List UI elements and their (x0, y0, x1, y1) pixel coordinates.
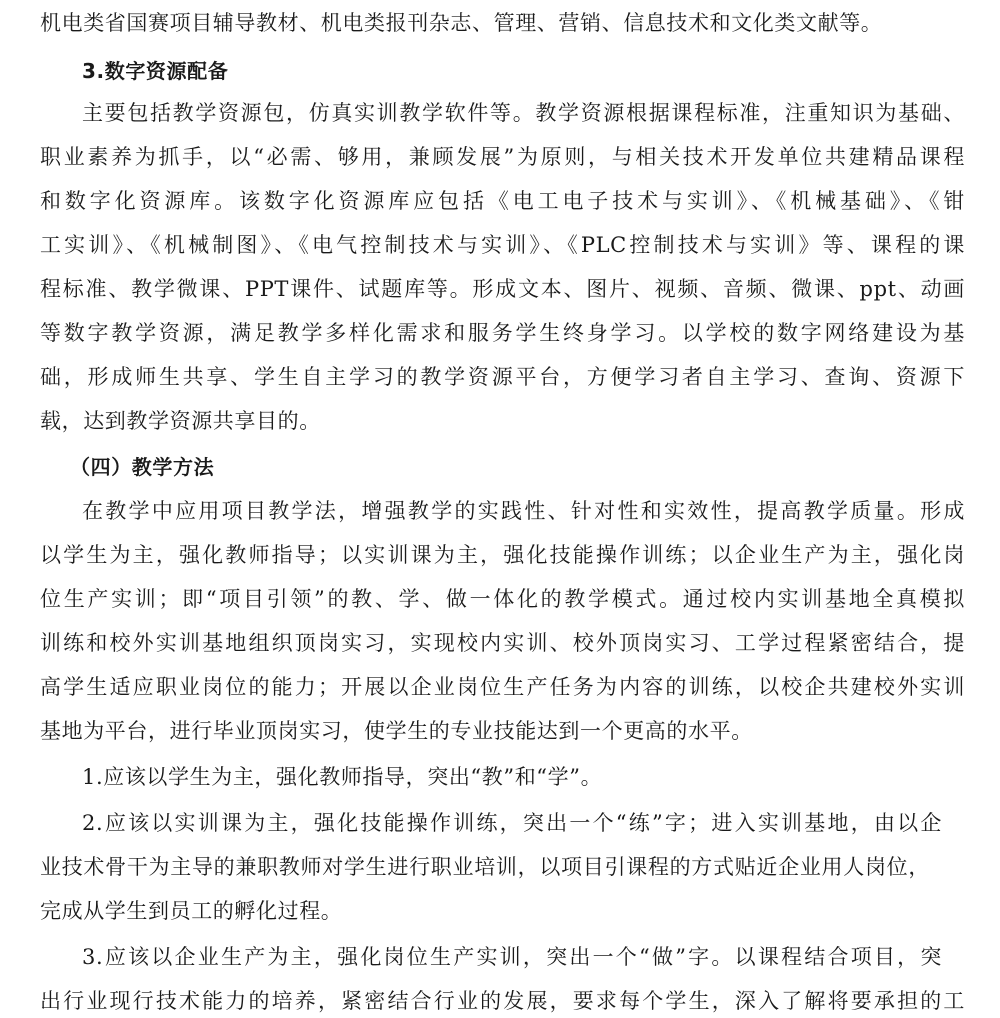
paragraph-line: 基地为平台，进行毕业顶岗实习，使学生的专业技能达到一个更高的水平。 (40, 719, 753, 743)
list-item-3: 3.应该以企业生产为主，强化岗位生产实训，突出一个“做”字。以课程结合项目，突 (82, 945, 942, 969)
paragraph-line: 职业素养为抓手，以“必需、够用，兼顾发展”为原则，与相关技术开发单位共建精品课程 (40, 145, 965, 169)
paragraph-line: 载，达到教学资源共享目的。 (40, 409, 321, 433)
list-item-2: 2.应该以实训课为主，强化技能操作训练，突出一个“练”字；进入实训基地，由以企 (82, 811, 942, 835)
paragraph-line: 和数字化资源库。该数字化资源库应包括《电工电子技术与实训》、《机械基础》、《钳 (40, 189, 965, 213)
paragraph-line: 业技术骨干为主导的兼职教师对学生进行职业培训，以项目引课程的方式贴近企业用人岗位， (40, 855, 930, 879)
paragraph-line: 工实训》、《机械制图》、《电气控制技术与实训》、《PLC控制技术与实训》等、课程的课 (40, 233, 965, 257)
paragraph-line: 训练和校外实训基地组织顶岗实习，实现校内实训、校外顶岗实习、工学过程紧密结合，提 (40, 631, 965, 655)
paragraph-line: 出行业现行技术能力的培养，紧密结合行业的发展，要求每个学生，深入了解将要承担的工 (40, 989, 965, 1013)
list-item-1: 1.应该以学生为主，强化教师指导，突出“教”和“学”。 (82, 765, 603, 789)
paragraph-line: 高学生适应职业岗位的能力；开展以企业岗位生产任务为内容的训练，以校企共建校外实训 (40, 675, 965, 699)
paragraph-line: 位生产实训；即“项目引领”的教、学、做一体化的教学模式。通过校内实训基地全真模拟 (40, 587, 965, 611)
paragraph-line: 程标准、教学微课、PPT课件、试题库等。形成文本、图片、视频、音频、微课、ppt、动画 (40, 277, 965, 301)
section-heading-teaching-methods: （四）教学方法 (70, 455, 215, 479)
paragraph-line: 础，形成师生共享、学生自主学习的教学资源平台，方便学习者自主学习、查询、资源下 (40, 365, 965, 389)
section-heading-digital-resources: 3.数字资源配备 (82, 59, 229, 83)
paragraph-line: 主要包括教学资源包，仿真实训教学软件等。教学资源根据课程标准，注重知识为基础、 (82, 101, 965, 125)
paragraph-line: 机电类省国赛项目辅导教材、机电类报刊杂志、管理、营销、信息技术和文化类文献等。 (40, 11, 883, 35)
paragraph-line: 等数字教学资源，满足教学多样化需求和服务学生终身学习。以学校的数字网络建设为基 (40, 321, 965, 345)
paragraph-line: 以学生为主，强化教师指导；以实训课为主，强化技能操作训练；以企业生产为主，强化岗 (40, 543, 965, 567)
paragraph-line: 在教学中应用项目教学法，增强教学的实践性、针对性和实效性，提高教学质量。形成 (82, 499, 965, 523)
paragraph-line: 完成从学生到员工的孵化过程。 (40, 899, 343, 923)
